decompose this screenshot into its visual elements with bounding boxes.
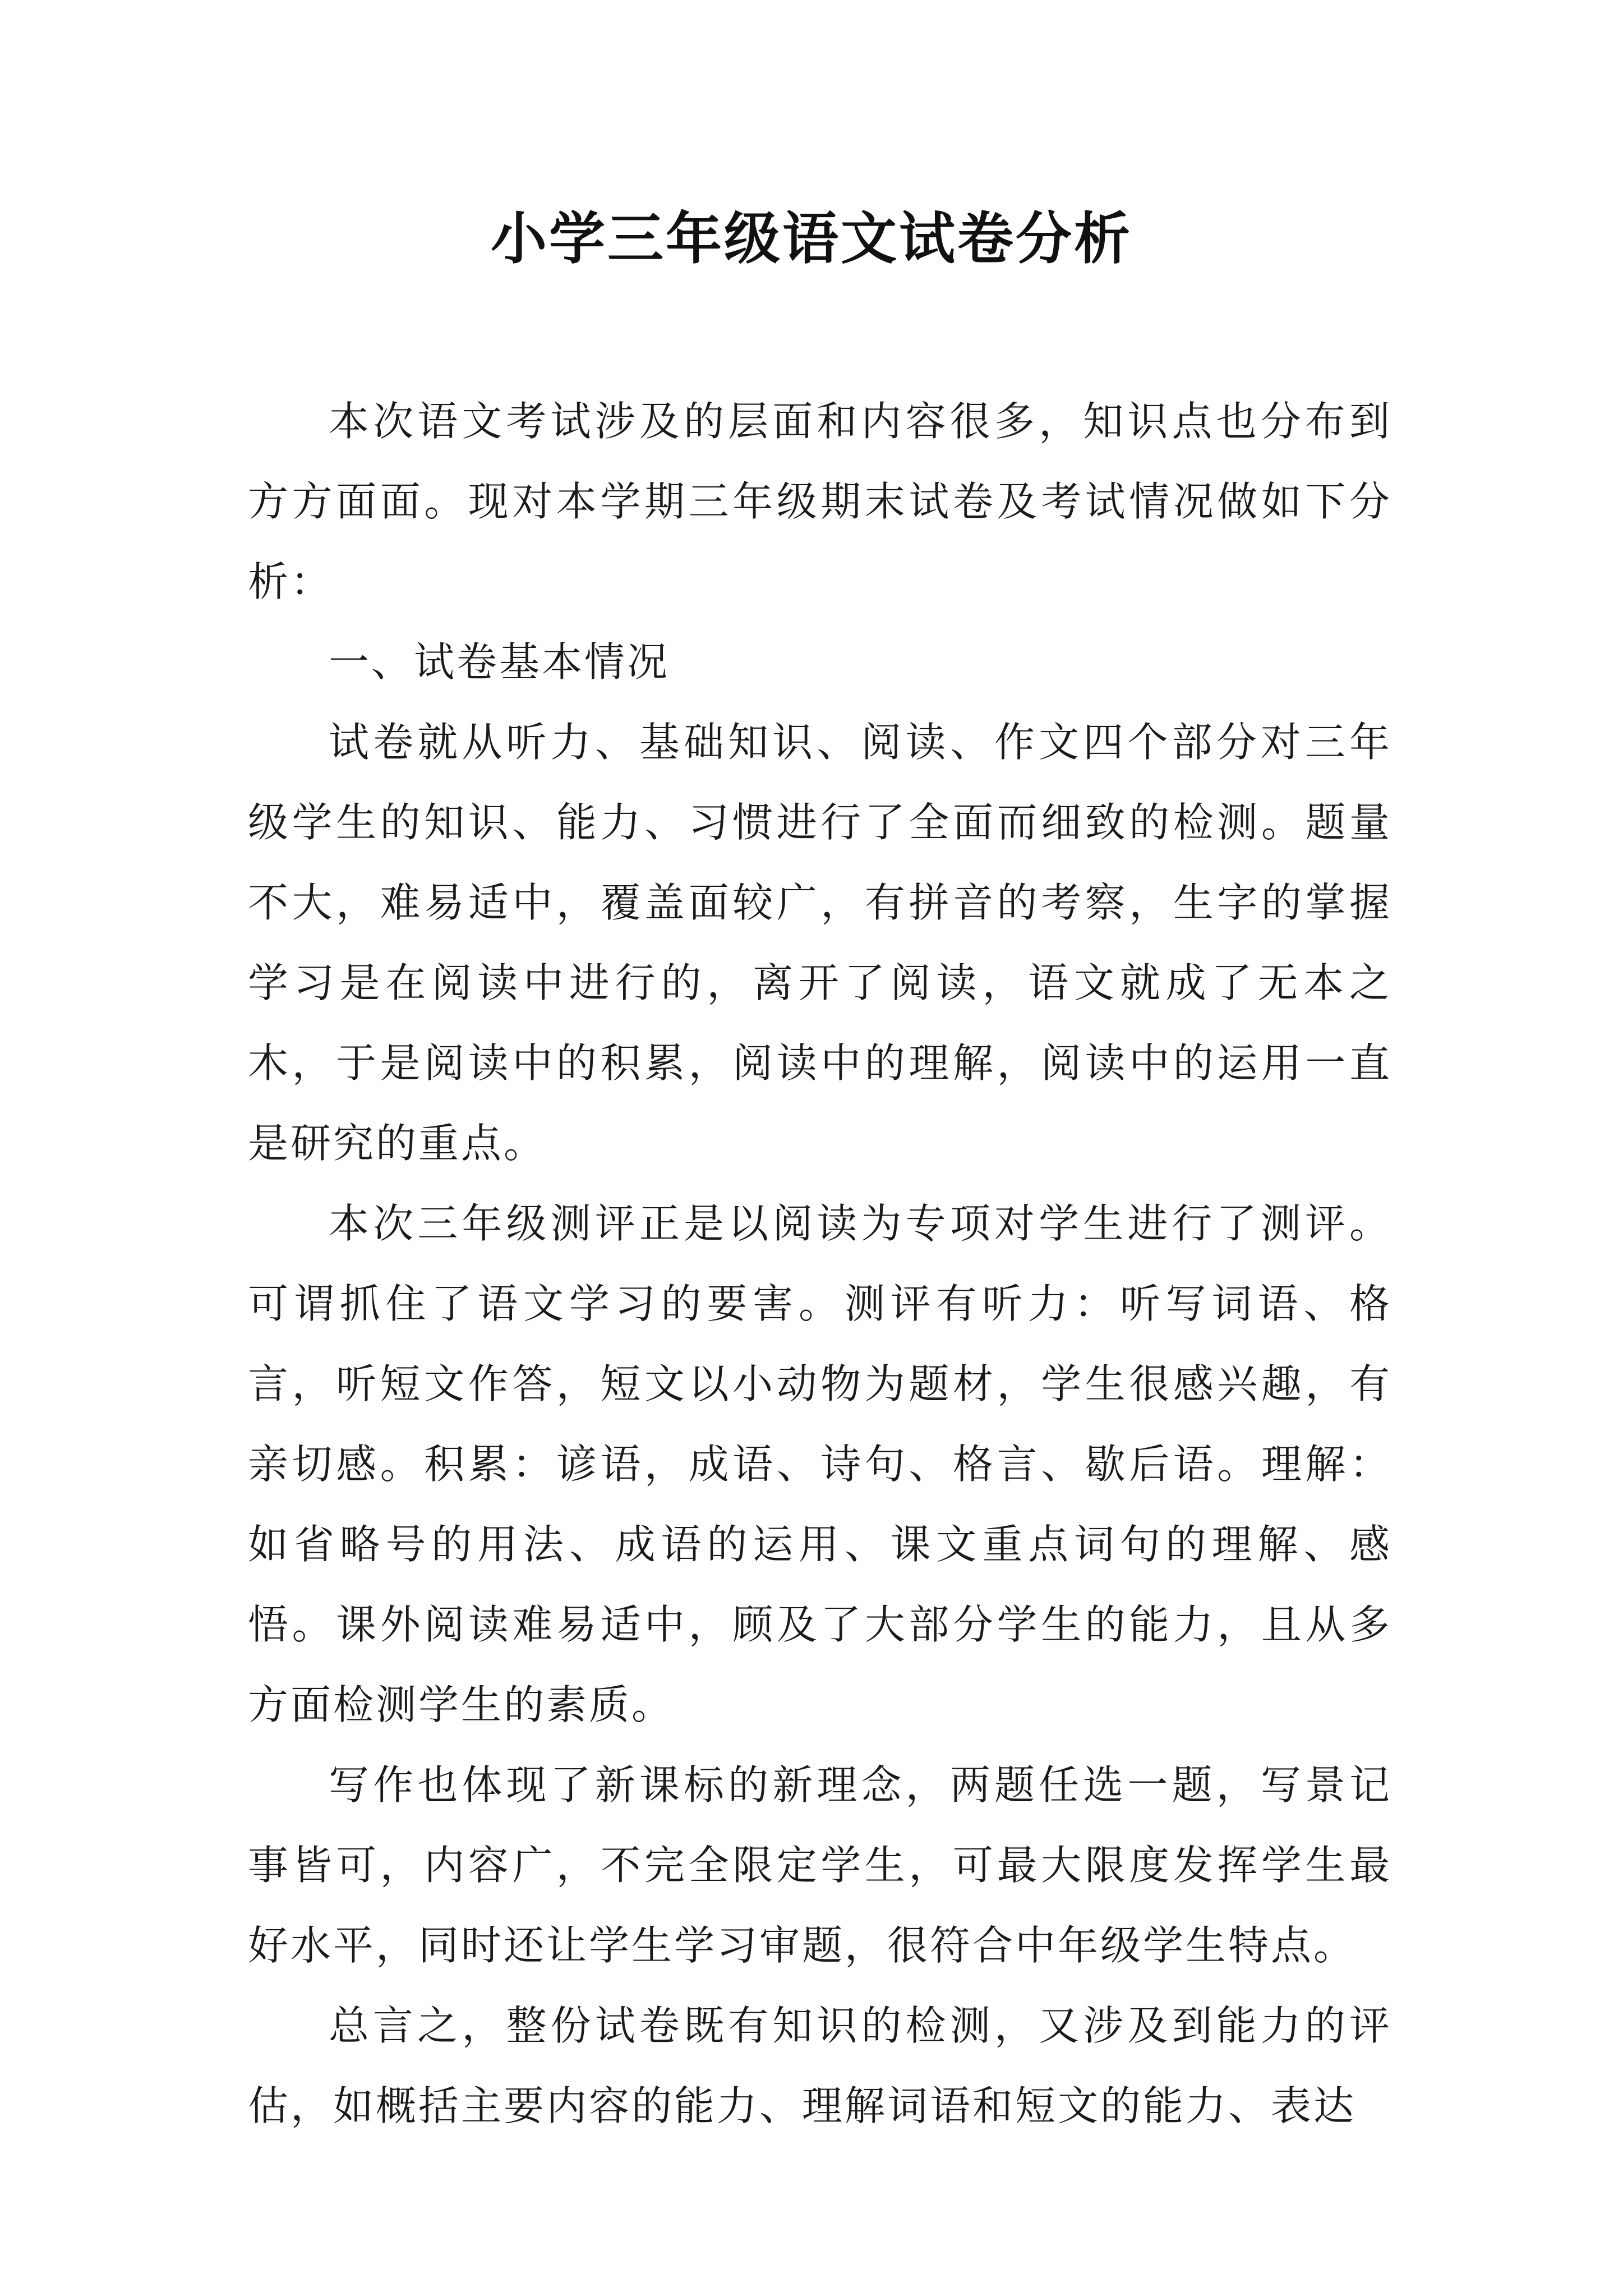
- paragraph-writing: 写作也体现了新课标的新理念，两题任选一题，写景记事皆可，内容广，不完全限定学生，可最大限度发挥学生最好水平，同时还让学生学习审题，很符合中年级学生特点。: [248, 1761, 1392, 1969]
- paragraph-exam-overview: 试卷就从听力、基础知识、阅读、作文四个部分对三年级学生的知识、能力、习惯进行了全面而细致的检测。题量不大，难易适中，覆盖面较广，有拼音的考察，生字的掌握学习是在阅读中进行的，离开了阅读，语文就成了无本之木，于是阅读中的积累，阅读中的理解，阅读中的运用一直是研究的重点。: [248, 719, 1392, 1167]
- paragraph-intro: 本次语文考试涉及的层面和内容很多，知识点也分布到方方面面。现对本学期三年级期末试卷及考试情况做如下分析：: [248, 398, 1392, 605]
- paragraph-summary: 总言之，整份试卷既有知识的检测，又涉及到能力的评估，如概括主要内容的能力、理解词语和短文的能力、表达: [248, 2002, 1392, 2129]
- document-body: [248, 381, 1392, 2146]
- paragraph-reading-assessment: 本次三年级测评正是以阅读为专项对学生进行了测评。可谓抓住了语文学习的要害。测评有听力：听写词语、格言，听短文作答，短文以小动物为题材，学生很感兴趣，有亲切感。积累：谚语，成语、诗句、格言、歇后语。理解：如省略号的用法、成语的运用、课文重点词句的理解、感悟。课外阅读难易适中，顾及了大部分学生的能力，且从多方面检测学生的素质。: [248, 1200, 1392, 1728]
- section-heading: 一、试卷基本情况: [329, 638, 670, 685]
- document-title: 小学三年级语文试卷分析: [491, 205, 1132, 272]
